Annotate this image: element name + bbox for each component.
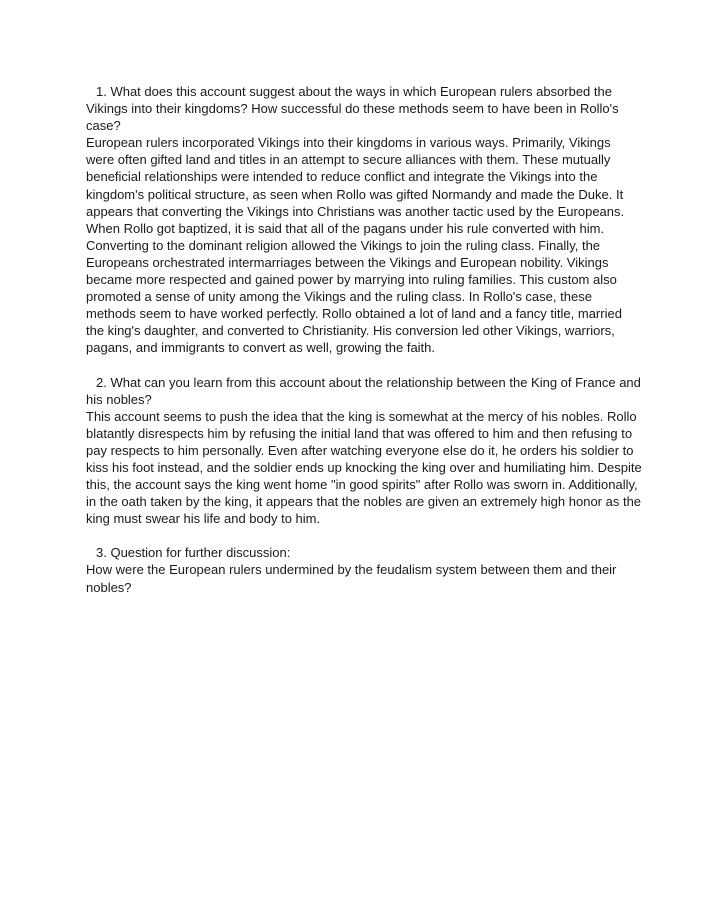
answer-3-text: How were the European rulers undermined by the feudalism system between them and their nobles? bbox=[86, 562, 617, 595]
question-block-1 bbox=[86, 83, 642, 357]
question-1-text: 1. What does this account suggest about the ways in which European rulers absorbed the Vikings into their kingdoms? How successful do these methods seem to have been in Rollo's case? bbox=[86, 84, 619, 134]
answer-1-text: European rulers incorporated Vikings into their kingdoms in various ways. Primarily, Vikings were often gifted land and titles in an attempt to secure alliances with them. These mutually beneficial relationships were intended to reduce conflict and integrate the Vikings into the kingdom's political structure, as seen when Rollo was gifted Normandy and made the Duke. It appears that converting the Vikings into Christians was another tactic used by the Europeans. When Rollo got baptized, it is said that all of the pagans under his rule converted with him. Converting to the dominant religion allowed the Vikings to join the ruling class. Finally, the Europeans orchestrated intermarriages between the Vikings and European nobility. Vikings became more respected and gained power by marrying into ruling families. This custom also promoted a sense of unity among the Vikings and the ruling class. In Rollo's case, these methods seem to have worked perfectly. Rollo obtained a lot of land and a fancy title, married the king's daughter, and converted to Christianity. His conversion led other Vikings, warriors, pagans, and immigrants to convert as well, growing the faith. bbox=[86, 135, 625, 356]
question-2-text: 2. What can you learn from this account about the relationship between the King of France and his nobles? bbox=[86, 374, 641, 407]
question-block-2 bbox=[86, 374, 642, 528]
question-3-text: 3. Question for further discussion: bbox=[96, 545, 291, 561]
answer-2-text: This account seems to push the idea that the king is somewhat at the mercy of his nobles. Rollo blatantly disrespects him by refusing the initial land that was offered to him and then refusing to pay respects to him personally. Even after watching everyone else do it, he orders his soldier to kiss his foot instead, and the soldier ends up knocking the king over and humiliating him. Despite this, the account says the king went home "in good spirits" after Rollo was sworn in. Additionally, in the oath taken by the king, it appears that the nobles are given an extremely high honor as the king must swear his life and body to him. bbox=[86, 408, 642, 527]
document-page bbox=[86, 83, 642, 596]
question-block-3 bbox=[86, 544, 642, 595]
